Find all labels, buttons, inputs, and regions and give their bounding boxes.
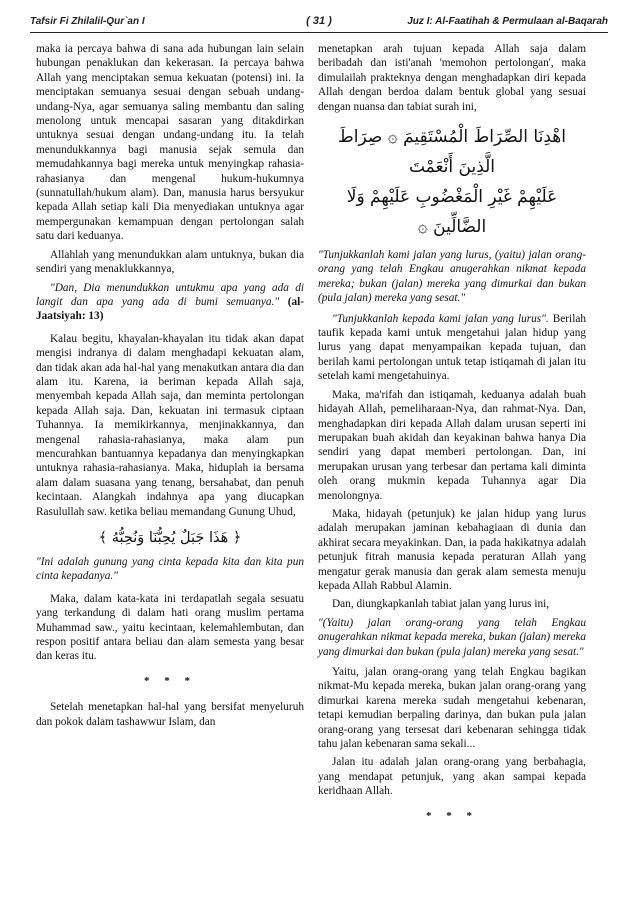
paragraph: Kalau begitu, khayalan-khayalan itu tidak akan dapat mengisi indranya di dalam menghadapi kekuatan alam, dan tidak akan ada hal-hal yang menakutkan antara dia dan alam itu. Karena, ia beriman kepada Allah saja, menyembah kepada Allah saja, dan meminta pertolongan kepada Allah saja. Dan, kekuatan ini termasuk ciptaan Tuhannya. Ia memikirkannya, menjinakkannya, dan mengenal rahasia-rahasianya, maka alam pun mencurahkan bantuannya kepadanya dan menyingkapkan untuknya rahasia-rahasianya. Maka, hiduplah ia bersama alam dalam suasana yang tenang, bersahabat, dan penuh kecintaan. Alangkah indahnya apa yang diucapkan Rasulullah saw. ketika beliau memandang Gunung Uhud, [36, 332, 304, 518]
header-book-title: Tafsir Fi Zhilalil-Qur`an I [30, 16, 145, 27]
left-column [36, 42, 304, 733]
quote-translation: "(Yaitu) jalan orang-orang yang telah Engkau anugerahkan nikmat kepada mereka, bukan (jalan) mereka yang dimurkai dan bukan (pula jalan) mereka yang sesat." [318, 616, 586, 658]
paragraph-text: Berilah taufik kepada kami untuk mengetahui jalan hidup yang lurus yang dapat menyampaikan kepada tujuan, dan berilah kami pertolongan untuk tetap istiqamah di jalan itu setelah kami mengetahuinya. [318, 312, 587, 383]
arabic-verse [318, 122, 586, 242]
section-divider: * * * [144, 674, 196, 687]
paragraph: Maka, ma'rifah dan istiqamah, keduanya adalah buah hidayah Allah, pemeliharaan-Nya, dan rahmat-Nya. Dan, menghadapkan diri kepada Allah dalam urusan seperti ini merupakan buah akidah dan keyakinan bahwa hanya Dia sendiri yang dapat memberi pertolongan. Dan, ini merupakan urusan yang terbesar dan pertama kali diminta oleh orang mukmin kepada Tuhannya agar Dia menolongnya. [318, 388, 586, 502]
page-number: ( 31 ) [306, 15, 332, 27]
paragraph: maka ia percaya bahwa di sana ada hubungan lain selain hubungan penaklukan dan kekerasan. Ia percaya bahwa Allah yang menciptakan semua kekuatan (potensi) ini. Ia menciptakan semuanya sesuai dengan sebuah undang-undang-Nya, agar semuanya saling membantu dan saling menolong untuk mencapai sasaran yang ditakdirkan untuknya sesuai dengan undang-undang itu. Ia telah menundukkannya bagi manusia sejak semula dan memudahkannya bagi mereka untuk menyingkap rahasia-rahasianya dan mengenal hukum-hukumnya (sunnatullah/hukum alam). Dan, manusia harus bersyukur kepada Allah setiap kali Dia menyediakan untuknya agar mempergunakan kemampuan dengan pertolongan salah satu dari keduanya. [36, 43, 304, 243]
paragraph: menetapkan arah tujuan kepada Allah saja dalam beribadah dan isti'anah 'memohon pertolongan', maka dimulailah prakteknya dengan menghadapkan diri kepada Allah dengan berdoa dalam bentuk global yang sesuai dengan nuansa dan tabiat surah ini, [318, 43, 586, 113]
arabic-verse-line: اهْدِنَا الصِّرَاطَ الْمُسْتَقِيمَ ۞ صِرَاطَ الَّذِينَ أَنْعَمْتَ [338, 127, 566, 178]
paragraph: Maka, hidayah (petunjuk) ke jalan hidup yang lurus adalah merupakan jaminan kebahagiaan di dunia dan akhirat secara meyakinkan. Dan, ia pada hakikatnya adalah petunjuk fitrah manusia kepada peraturan Allah yang mengatur gerak manusia dan gerak alam semesta menuju kepada Allah Rabbul Alamin. [318, 507, 586, 592]
paragraph: Maka, dalam kata-kata ini terdapatlah segala sesuatu yang terkandung di dalam hati orang muslim pertama Muhammad saw., yaitu kecintaan, kelemahlembutan, dan respon positif antara beliau dan alam semesta yang besar dan keras itu. [36, 592, 304, 663]
page-header [30, 12, 608, 33]
paragraph: Setelah menetapkan hal-hal yang bersifat menyeluruh dan pokok dalam tashawwur Islam, dan [36, 701, 304, 728]
paragraph: Allahlah yang menundukkan alam untuknya, bukan dia sendiri yang menaklukkannya, [36, 248, 304, 276]
paragraph: Yaitu, jalan orang-orang yang telah Engkau bagikan nikmat-Mu kepada mereka, bukan jalan orang-orang yang dimurkai karena mereka sudah mengetahui kebenaran, tetapi kemudian berpaling darinya, dan bukan pula jalan orang-orang yang tersesat dari kebenaran sehingga tidak tahu jalan kebenaran sama sekali... [318, 666, 586, 751]
arabic-hadith: ﴿ هَذَا جَبَلٌ يُحِبُّنَا وَنُحِبُّهُ ﴾ [98, 530, 242, 546]
arabic-verse-line: عَلَيْهِمْ غَيْرِ الْمَغْضُوبِ عَلَيْهِمْ وَلَا الضَّالِّينَ ۞ [346, 187, 558, 238]
quote-inline: "Tunjukkanlah kepada kami jalan yang lurus". [332, 312, 549, 325]
quote-translation: "Ini adalah gunung yang cinta kepada kita dan kita pun cinta kepadanya." [36, 556, 304, 583]
paragraph [318, 312, 586, 384]
paragraph: Dan, diungkapkanlah tabiat jalan yang lurus ini, [332, 598, 550, 611]
section-divider: * * * [426, 809, 478, 822]
header-chapter-title: Juz I: Al-Faatihah & Permulaan al-Baqarah [407, 16, 608, 27]
paragraph: Jalan itu adalah jalan orang-orang yang berbahagia, yang mendapat petunjuk, yang akan sampai kepada keridhaan Allah. [318, 756, 586, 798]
quote-paragraph [36, 281, 304, 324]
right-column [318, 42, 586, 835]
quote-reference: (al-Jaatsiyah: 13) [36, 295, 304, 323]
quote-text: "Dan, Dia menundukkan untukmu apa yang ada di langit dan apa yang ada di bumi semuanya." [36, 281, 304, 308]
quote-translation: "Tunjukkanlah kami jalan yang lurus, (yaitu) jalan orang-orang yang telah Engkau anugerahkan nikmat kepada mereka; bukan (jalan) mereka yang dimurkai dan bukan (pula jalan) mereka yang sesat." [318, 249, 586, 305]
